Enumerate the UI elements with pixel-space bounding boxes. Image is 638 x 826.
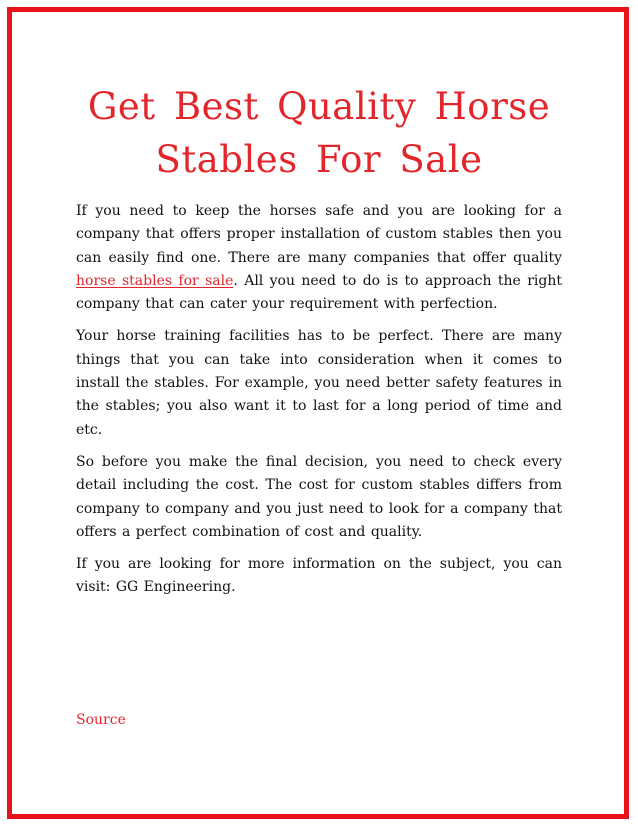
paragraph-4: If you are looking for more information on the subject, you can visit: GG Engineering.: [76, 556, 562, 596]
article-body: [76, 200, 562, 600]
document-content: [76, 80, 562, 609]
source-link[interactable]: Source: [76, 712, 126, 728]
paragraph-1: [76, 200, 562, 316]
paragraph-2: Your horse training facilities has to be perfect. There are many things that you can take into consideration when it comes to install the stables. For example, you need better safety features in the stables; you also want it to last for a long period of time and etc.: [76, 328, 562, 438]
horse-stables-link[interactable]: horse stables for sale: [76, 272, 234, 289]
title-line-2: Stables For Sale: [155, 138, 483, 181]
paragraph-1-text-start: If you need to keep the horses safe and you are looking for a company that offers proper installation of custom stables then you can easily find one. There are many companies that offer quality: [76, 203, 562, 266]
document-title: [76, 80, 562, 186]
paragraph-3: So before you make the final decision, you need to check every detail including the cost. The cost for custom stables differs from company to company and you just need to look for a company that offers a perfect combination of cost and quality.: [76, 453, 562, 540]
title-line-1: Get Best Quality Horse: [87, 85, 551, 128]
paragraph-1-text-end: . All you need to do is to approach the right company that can cater your requirement with perfection.: [76, 272, 562, 313]
